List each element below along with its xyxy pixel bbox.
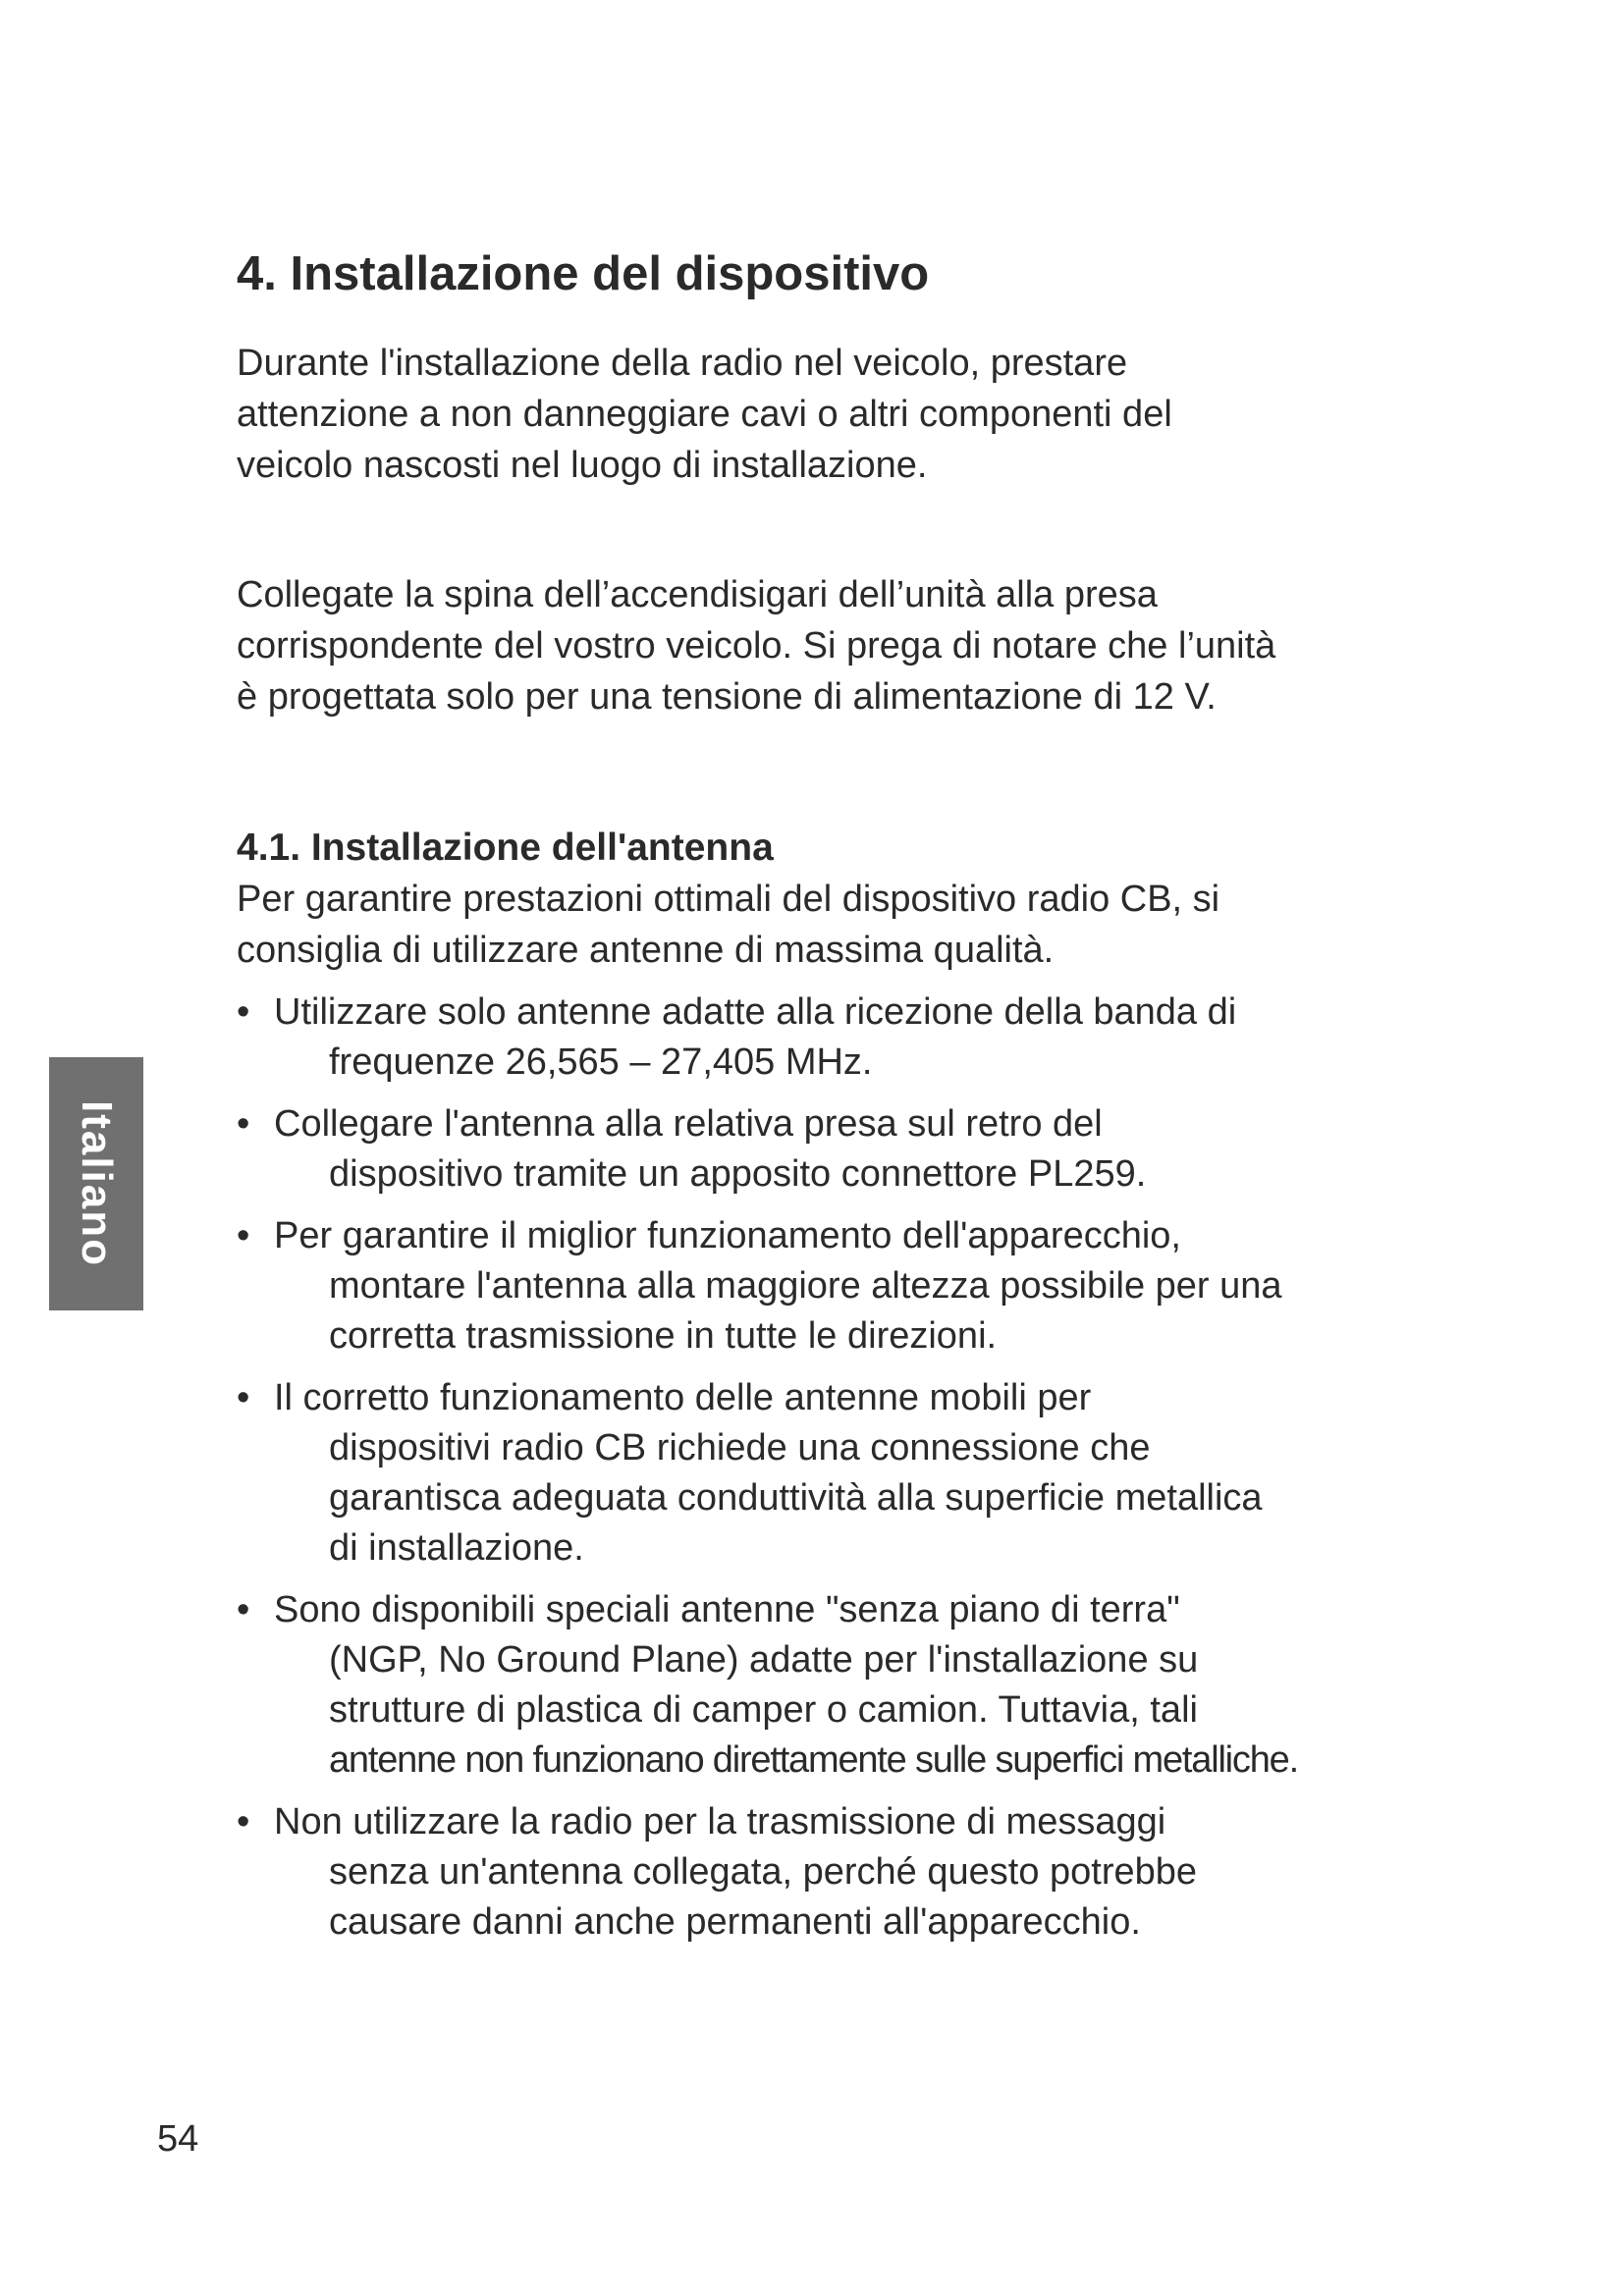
list-item [237, 988, 1298, 1088]
paragraph-line: è progettata solo per una tensione di alimentazione di 12 V. [237, 676, 1217, 718]
language-tab [49, 1057, 143, 1310]
bullet-line: di installazione. [329, 1527, 584, 1569]
bullet-line: strutture di plastica di camper o camion. Tuttavia, tali [329, 1689, 1198, 1731]
list-item [237, 1211, 1298, 1362]
subsection-title: 4.1. Installazione dell'antenna [237, 827, 774, 869]
language-tab-label: Italiano [73, 1099, 121, 1268]
paragraph-line: Per garantire prestazioni ottimali del dispositivo radio CB, si [237, 879, 1220, 920]
bullet-icon: • [237, 1215, 250, 1256]
bullet-line: dispositivi radio CB richiede una connessione che [329, 1427, 1151, 1468]
bullet-line: corretta trasmissione in tutte le direzioni. [329, 1315, 998, 1357]
list-item [237, 1099, 1298, 1200]
bullet-icon: • [237, 1377, 250, 1418]
paragraph-line: Durante l'installazione della radio nel veicolo, prestare [237, 343, 1128, 384]
bullet-line: Non utilizzare la radio per la trasmissione di messaggi [274, 1801, 1166, 1842]
bullet-line: antenne non funzionano direttamente sulle superfici metalliche. [329, 1739, 1298, 1781]
bullet-line: causare danni anche permanenti all'apparecchio. [329, 1901, 1141, 1943]
bullet-line: Sono disponibili speciali antenne "senza piano di terra" [274, 1589, 1180, 1630]
antenna-bullet-list [237, 988, 1298, 1959]
paragraph-line: corrispondente del vostro veicolo. Si prega di notare che l’unità [237, 625, 1276, 667]
bullet-line: senza un'antenna collegata, perché questo potrebbe [329, 1851, 1198, 1893]
list-item [237, 1585, 1298, 1786]
bullet-line: garantisca adeguata conduttività alla superficie metallica [329, 1477, 1263, 1519]
paragraph-line: Collegate la spina dell’accendisigari dell’unità alla presa [237, 574, 1158, 615]
paragraph-line: consiglia di utilizzare antenne di massima qualità. [237, 930, 1055, 971]
bullet-line: frequenze 26,565 – 27,405 MHz. [329, 1041, 873, 1083]
list-item [237, 1797, 1298, 1948]
page-number: 54 [157, 2118, 199, 2160]
bullet-line: Collegare l'antenna alla relativa presa sul retro del [274, 1103, 1103, 1145]
bullet-icon: • [237, 991, 250, 1033]
bullet-icon: • [237, 1103, 250, 1145]
antenna-intro-paragraph [237, 874, 1219, 976]
power-paragraph [237, 569, 1275, 722]
bullet-line: (NGP, No Ground Plane) adatte per l'installazione su [329, 1639, 1199, 1681]
bullet-line: Utilizzare solo antenne adatte alla ricezione della banda di [274, 991, 1237, 1033]
bullet-line: dispositivo tramite un apposito connettore PL259. [329, 1153, 1147, 1195]
bullet-line: Il corretto funzionamento delle antenne mobili per [274, 1377, 1092, 1418]
bullet-icon: • [237, 1589, 250, 1630]
bullet-icon: • [237, 1801, 250, 1842]
section-title: 4. Installazione del dispositivo [237, 247, 930, 300]
intro-paragraph [237, 338, 1172, 491]
bullet-line: montare l'antenna alla maggiore altezza possibile per una [329, 1265, 1282, 1307]
paragraph-line: attenzione a non danneggiare cavi o altri componenti del [237, 394, 1172, 435]
paragraph-line: veicolo nascosti nel luogo di installazione. [237, 445, 928, 486]
bullet-line: Per garantire il miglior funzionamento dell'apparecchio, [274, 1215, 1181, 1256]
list-item [237, 1373, 1298, 1574]
